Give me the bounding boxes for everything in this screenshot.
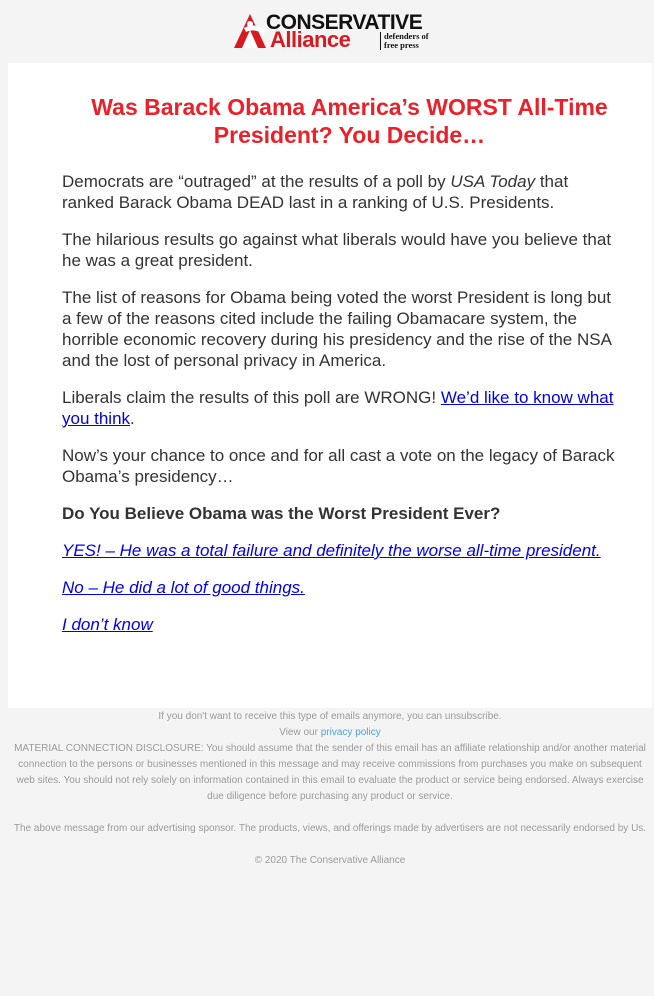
logo-top-word: CONSERVATIVE xyxy=(266,11,423,34)
poll-option-dont-know-link[interactable]: I don’t know xyxy=(62,615,153,634)
email-content-card xyxy=(8,63,652,708)
logo-tagline xyxy=(380,32,429,50)
poll-option-no-link[interactable]: No – He did a lot of good things. xyxy=(62,578,305,597)
article-body xyxy=(62,171,622,651)
view-our-text: View our xyxy=(279,727,321,738)
logo-tagline-line-2: free press xyxy=(384,40,419,50)
privacy-policy-link[interactable]: privacy policy xyxy=(320,727,381,738)
copyright-text: © 2020 The Conservative Alliance xyxy=(254,855,406,866)
paragraph-poll-text-a: Democrats are “outraged” at the results of a poll by xyxy=(62,172,451,191)
logo-tagline-line-1: defenders of xyxy=(384,31,429,41)
sponsor-disclaimer: The above message from our advertising sponsor. The products, views, and offerings made by advertisers are not necessarily endorsed by Us. xyxy=(13,823,647,834)
poll-option-dont-know xyxy=(62,614,622,635)
footer-spacer xyxy=(10,805,650,821)
email-footer xyxy=(10,709,650,869)
footer-spacer-2 xyxy=(10,837,650,853)
paragraph-liberals-text: Liberals claim the results of this poll are WRONG! xyxy=(62,388,441,407)
privacy-line xyxy=(10,725,650,741)
email-header xyxy=(0,0,654,62)
unsubscribe-text: If you don't want to receive this type of emails anymore, you can unsubscribe. xyxy=(158,711,502,722)
logo-bottom-word: Alliance xyxy=(270,27,351,52)
paragraph-liberals-period: . xyxy=(130,409,135,428)
what-you-think-link[interactable]: We’d like to know what you think xyxy=(62,388,614,428)
paragraph-results: The hilarious results go against what liberals would have you believe that he was a great president. xyxy=(62,230,612,270)
material-connection-disclosure: MATERIAL CONNECTION DISCLOSURE: You should assume that the sender of this email has an affiliate relationship and/or another material connection to the persons or businesses mentioned in this message and may receive commissions from purchases you make on subsequent web sites. You should not rely solely on information contained in this email to evaluate the product or service being endorsed. Always exercise due diligence before purchasing any product or service. xyxy=(14,743,646,802)
poll-option-yes-link[interactable]: YES! – He was a total failure and definitely the worse all-time president. xyxy=(62,541,601,560)
conservative-alliance-logo[interactable] xyxy=(230,12,432,50)
paragraph-liberals xyxy=(62,387,622,429)
article-headline: Was Barack Obama America’s WORST All-Time President? You Decide… xyxy=(91,94,608,148)
paragraph-poll xyxy=(62,171,622,213)
poll-option-no xyxy=(62,577,622,598)
paragraph-reasons: The list of reasons for Obama being voted the worst President is long but a few of the reasons cited include the failing Obamacare system, the horrible economic recovery during his presidency and the rise of the NSA and the lost of personal privacy in America. xyxy=(62,288,612,370)
paragraph-poll-text-b: that ranked Barack Obama DEAD last in a ranking of U.S. Presidents. xyxy=(62,172,569,212)
paragraph-vote: Now’s your chance to once and for all cast a vote on the legacy of Barack Obama’s presidency… xyxy=(62,446,615,486)
poll-question: Do You Believe Obama was the Worst President Ever? xyxy=(62,504,501,523)
usa-today-emphasis: USA Today xyxy=(450,172,536,191)
poll-option-yes xyxy=(62,540,622,561)
